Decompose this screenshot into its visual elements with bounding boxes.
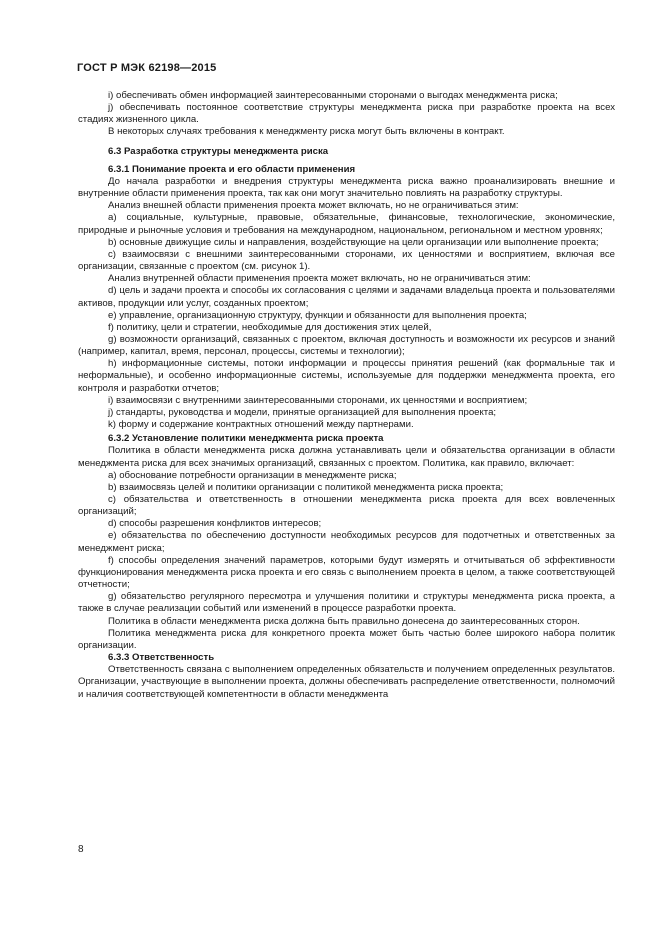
paragraph: Политика в области менеджмента риска должна быть правильно донесена до заинтересованных сторон. (108, 615, 580, 627)
list-item: e) управление, организационную структуру, функции и обязанности для выполнения проекта; (108, 309, 527, 321)
section-heading-6-3-2: 6.3.2 Установление политики менеджмента риска проекта (108, 433, 384, 445)
list-item: k) форму и содержание контрактных отношений между партнерами. (108, 419, 414, 431)
list-item: a) социальные, культурные, правовые, обязательные, финансовые, технологические, экономические, природные и рыночные условия и требования на международном, национальном, региональном и местном уровнях; (78, 212, 615, 236)
list-item: g) обязательство регулярного пересмотра и улучшения политики и структуры менеджмента риска проекта, а также в случае реализации событий или изменений в процессе разработки проекта. (78, 591, 615, 615)
list-item: e) обязательства по обеспечению доступности необходимых ресурсов для подотчетных и ответственных за менеджмент риска; (78, 530, 615, 554)
section-heading-6-3-1: 6.3.1 Понимание проекта и его области применения (108, 163, 356, 175)
paragraph: До начала разработки и внедрения структуры менеджмента риска важно проанализировать внешние и внутренние области применения проекта, так как они могут значительно повлиять на разработку структуры. (78, 175, 615, 200)
page-number: 8 (78, 844, 84, 855)
paragraph: В некоторых случаях требования к менеджменту риска могут быть включены в контракт. (108, 126, 505, 138)
list-item: h) информационные системы, потоки информации и процессы принятия решений (как формальные так и неформальные), и особенно информационные системы, используемые для поддержки менеджмента проекта, его контроля и разработки отчетов; (78, 358, 615, 394)
list-item: f) способы определения значений параметров, которыми будут измерять и отчитываться об эффективности функционирования менеджмента риска проекта и его связь с выполнением проекта в целом, а также соответствующей отчетности; (78, 554, 615, 591)
list-item: i) обеспечивать обмен информацией заинтересованными сторонами о выгодах менеджмента риска; (108, 90, 558, 101)
paragraph: Ответственность связана с выполнением определенных обязательств и получением определенных результатов. Организации, участвующие в выполнении проекта, должны обеспечивать распределение ответственности, полномочий и наличия соответствующей компетентности в области менеджмента (78, 664, 615, 700)
list-item: c) обязательства и ответственность в отношении менеджмента риска проекта для всех вовлеченных организаций; (78, 494, 615, 518)
page-body (78, 90, 615, 701)
list-item: i) взаимосвязи с внутренними заинтересованными сторонами, их ценностями и восприятием; (108, 394, 528, 406)
paragraph: Анализ внутренней области применения проекта может включать, но не ограничиваться этим: (108, 273, 531, 285)
list-item: b) основные движущие силы и направления, воздействующие на цели организации или выполнение проекта; (108, 236, 599, 248)
list-item: d) способы разрешения конфликтов интересов; (108, 518, 322, 530)
list-item: g) возможности организаций, связанных с проектом, включая доступность и возможности их ресурсов и знаний (например, капитал, время, персонал, процессы, системы и технологии); (78, 333, 615, 358)
paragraph: Политика менеджмента риска для конкретного проекта может быть частью более широкого набора политик организации. (78, 627, 615, 651)
list-item: j) обеспечивать постоянное соответствие структуры менеджмента риска при разработке проекта на всех стадиях жизненного цикла. (78, 102, 615, 126)
paragraph: Анализ внешней области применения проекта может включать, но не ограничиваться этим: (108, 200, 519, 212)
list-item: j) стандарты, руководства и модели, принятые организацией для выполнения проекта; (108, 406, 497, 418)
list-item: d) цель и задачи проекта и способы их согласования с целями и задачами владельца проекта и пользователями активов, продукции или услуг, созданных проектом; (78, 285, 615, 309)
document-header: ГОСТ Р МЭК 62198—2015 (77, 62, 217, 74)
list-item: a) обоснование потребности организации в менеджменте риска; (108, 469, 397, 481)
section-heading-6-3-3: 6.3.3 Ответственность (108, 652, 215, 664)
list-item: c) взаимосвязи с внешними заинтересованными сторонами, их ценностями и восприятием, включая все организации, связанные с проектом (см. рисунок 1). (78, 248, 615, 273)
paragraph: Политика в области менеджмента риска должна устанавливать цели и обязательства организации в области менеджмента риска для всех значимых организаций, связанных с проектом. Политика, как правило, включает: (78, 445, 615, 469)
section-heading-6-3: 6.3 Разработка структуры менеджмента риска (108, 145, 329, 157)
list-item: b) взаимосвязь целей и политики организации с политикой менеджмента риска проекта; (108, 481, 504, 493)
list-item: f) политику, цели и стратегии, необходимые для достижения этих целей, (108, 321, 432, 333)
